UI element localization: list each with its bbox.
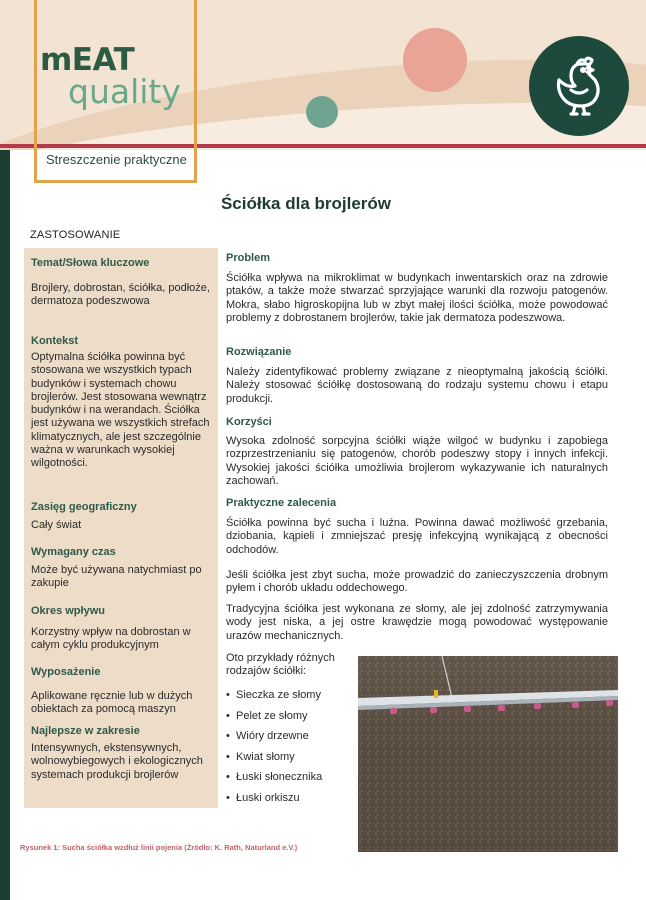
litter-photo-illustration <box>358 656 618 852</box>
sidebar-text-period: Korzystny wpływ na dobrostan w całym cyklu produkcyjnym <box>31 626 191 652</box>
logo-text-meat: mEAT <box>40 42 135 78</box>
section-heading-recommendations: Praktyczne zalecenia <box>226 497 337 509</box>
litter-list-intro: Oto przykłady różnych rodzajów ściółki: <box>226 652 335 678</box>
sidebar-text-best-for: Intensywnych, ekstensywnych, wolnowybiegowych i ekologicznych systemach produkcji brojlerów <box>31 742 203 781</box>
logo-text-quality: quality <box>68 72 181 111</box>
sidebar-text-time: Może być używana natychmiast po zakupie <box>31 564 202 590</box>
sidebar-heading-period: Okres wpływu <box>31 605 105 617</box>
recommendation-paragraph-3: Tradycyjna ściółka jest wykonana ze słomy, ale jej zdolność zatrzymywania wody jest niska, a jej ostre krawędzie mogą powodować występowanie urazów mechanicznych. <box>226 603 608 642</box>
sidebar-heading-equipment: Wyposażenie <box>31 666 101 678</box>
application-label: ZASTOSOWANIE <box>30 229 121 241</box>
figure-caption: Rysunek 1: Sucha ściółka wzdłuż linii pojenia (Źródło: K. Rath, Naturland e.V.) <box>20 843 298 852</box>
page-title: Ściółka dla brojlerów <box>220 194 392 213</box>
list-item: • Wióry drzewne <box>226 730 309 743</box>
recommendation-paragraph-1: Ściółka powinna być sucha i luźna. Powinna dawać możliwość grzebania, dziobania, kąpieli i zmniejszać presję infekcyjną wynikającą z obecności odchodów. <box>226 517 608 556</box>
sidebar-text-equipment: Aplikowane ręcznie lub w dużych obiektach za pomocą maszyn <box>31 690 193 716</box>
sidebar-heading-context: Kontekst <box>31 335 79 347</box>
list-item: • Kwiat słomy <box>226 750 295 763</box>
decorative-circle-green <box>306 96 338 128</box>
sidebar-heading-keywords: Temat/Słowa kluczowe <box>31 257 150 269</box>
decorative-circle-pink <box>403 28 467 92</box>
litter-photo <box>358 656 618 852</box>
section-text-solution: Należy zidentyfikować problemy związane z nieoptymalną jakością ściółki. Należy stosować ściółkę dostosowaną do rodzaju systemu chowu i etapu produkcji. <box>226 366 608 405</box>
litter-types-list <box>226 688 322 812</box>
section-text-benefits: Wysoka zdolność sorpcyjna ściółki wiąże wilgoć w budynku i zapobiega rozprzestrzenianiu się patogenów, chorób podeszwy stopy i innych infekcji. Wysokiej jakości ściółka umożliwia brojlerom wykazywanie ich naturalnych zachowań. <box>226 435 608 488</box>
sidebar-heading-best-for: Najlepsze w zakresie <box>31 725 140 737</box>
list-item: • Łuski słonecznika <box>226 771 323 784</box>
list-item: • Łuski orkiszu <box>226 791 300 804</box>
sidebar-heading-time: Wymagany czas <box>31 546 116 558</box>
section-text-problem: Ściółka wpływa na mikroklimat w budynkach inwentarskich oraz na zdrowie ptaków, a także może stwarzać sprzyjające warunki dla rozwoju patogenów. Mokra, słabo higroskopijna lub w zbyt małej ilości ściółka, może powodować problemy z dobrostanem brojlerów, takie jak dermatoza podeszwowa. <box>226 272 608 325</box>
document-type-label: Streszczenie praktyczne <box>46 152 187 167</box>
list-item: • Sieczka ze słomy <box>226 689 321 701</box>
section-heading-benefits: Korzyści <box>226 416 272 428</box>
recommendation-paragraph-2: Jeśli ściółka jest zbyt sucha, może prowadzić do zanieczyszczenia drobnym pyłem i chorób układu oddechowego. <box>226 569 608 595</box>
chicken-icon <box>543 50 615 122</box>
sidebar-text-keywords: Brojlery, dobrostan, ściółka, podłoże, dermatoza podeszwowa <box>31 282 210 308</box>
section-heading-problem: Problem <box>226 252 271 264</box>
left-accent-bar <box>0 150 10 900</box>
sidebar-text-geography: Cały świat <box>31 519 82 531</box>
sidebar-text-context: Optymalna ściółka powinna być stosowana we wszystkich typach budynków i systemach chowu brojlerów. Jest stosowana wewnątrz budynków i na werandach. Ściółka jest używana we wszystkich strefach klimatycznych, ale jest szczególnie ważna w warunkach wysokiej wilgotności. <box>31 351 210 470</box>
list-item: • Pelet ze słomy <box>226 709 308 722</box>
poultry-badge <box>529 36 629 136</box>
section-heading-solution: Rozwiązanie <box>226 346 292 358</box>
sidebar-heading-geography: Zasięg geograficzny <box>31 501 137 513</box>
